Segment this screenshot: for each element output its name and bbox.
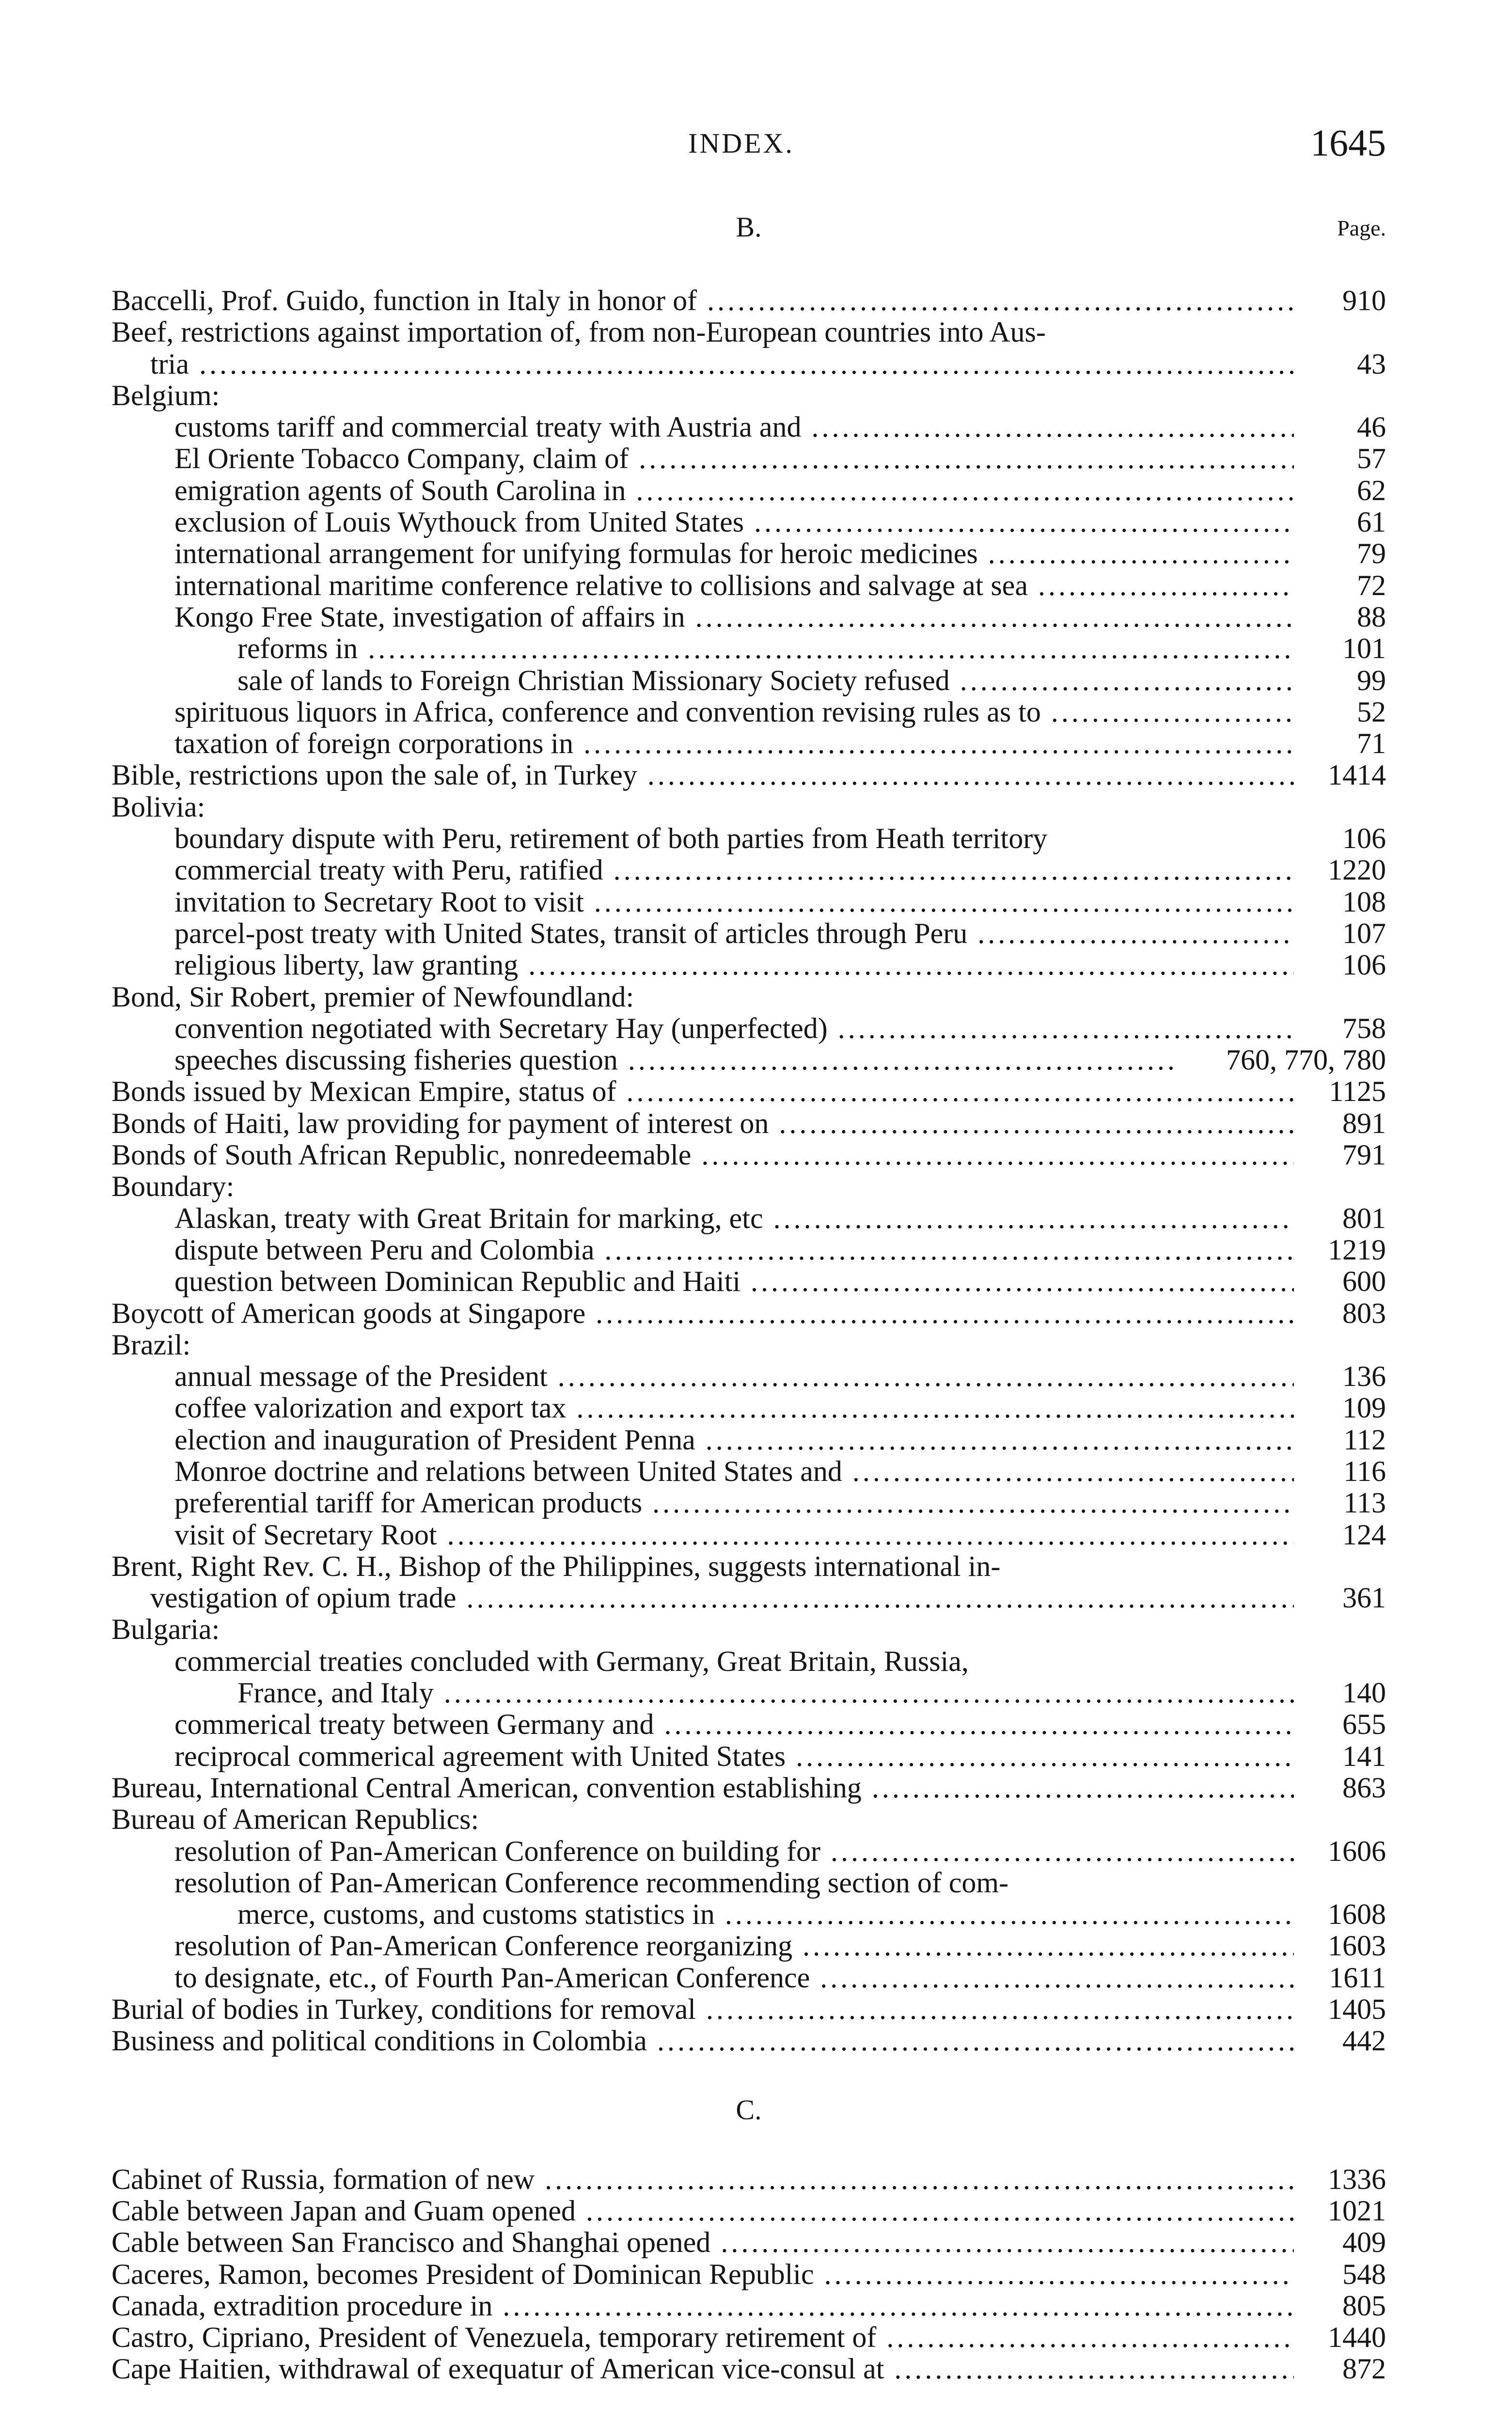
index-entry [111,1361,1386,1392]
entry-page-number: 57 [1357,442,1386,475]
entry-page-number: 803 [1342,1297,1386,1329]
entry-text: taxation of foreign corporations in ..... [174,728,1294,759]
entry-text: customs tariff and commercial treaty with Austria and ..... [174,411,1294,443]
index-entry [111,1899,1386,1930]
entry-page-number: 136 [1342,1360,1386,1393]
entry-page-number: 1606 [1328,1835,1386,1867]
index-entry [111,728,1386,759]
index-entry [111,854,1386,886]
entry-text: Bonds of South African Republic, nonredeemable ..... [111,1139,1294,1171]
entry-page-number: 52 [1357,695,1386,728]
entry-page-number: 106 [1342,949,1386,981]
entry-text: election and inauguration of President Penna ..... [174,1424,1294,1456]
entry-text: dispute between Peru and Colombia ..... [174,1234,1294,1266]
index-entry [111,1076,1386,1107]
entry-page-number: 113 [1343,1487,1386,1519]
entry-text: Kongo Free State, investigation of affairs in ..... [174,601,1294,633]
entry-page-number: 1336 [1328,2163,1386,2195]
entry-page-number: 61 [1357,506,1386,538]
index-entry [111,1139,1386,1171]
section-b-header [111,208,1386,246]
index-entry [111,2164,1386,2195]
index-entry [111,2259,1386,2290]
section-c-entries [111,2164,1386,2385]
entry-page-number: 910 [1342,284,1386,316]
entry-text: Cable between San Francisco and Shanghai opened ..... [111,2227,1294,2258]
entry-text: vestigation of opium trade ..... [150,1582,1294,1614]
entry-text: religious liberty, law granting ..... [174,949,1294,981]
entry-text: coffee valorization and export tax ..... [174,1392,1294,1424]
entry-page-number: 891 [1342,1107,1386,1139]
entry-text: merce, customs, and customs statistics in ..... [237,1899,1294,1930]
entry-page-number: 801 [1342,1202,1386,1234]
entry-page-number: 1611 [1329,1961,1386,1994]
entry-page-number: 760, 770, 780 [1226,1044,1386,1076]
entry-page-number: 1405 [1328,1993,1386,2026]
index-entry [111,1962,1386,1994]
entry-text: Baccelli, Prof. Guido, function in Italy in honor of ..... [111,285,1294,316]
page-number: 1645 [1310,122,1386,164]
entry-text: Cape Haitien, withdrawal of exequatur of American vice-consul at ..... [111,2353,1294,2385]
index-entry [111,791,1386,823]
entry-page-number: 361 [1342,1582,1386,1614]
index-entry [111,1108,1386,1139]
entry-page-number: 805 [1342,2289,1386,2322]
entry-page-number: 43 [1357,347,1386,380]
entry-text: international arrangement for unifying formulas for heroic medicines ..... [174,538,1294,569]
index-entry [111,918,1386,949]
entry-page-number: 548 [1342,2258,1386,2290]
entry-page-number: 1440 [1328,2321,1386,2354]
entry-text: Monroe doctrine and relations between United States and ..... [174,1456,1294,1487]
index-entry [111,348,1386,380]
entry-page-number: 140 [1342,1677,1386,1709]
entry-page-number: 88 [1357,600,1386,633]
index-entry [111,1044,1386,1076]
entry-text: resolution of Pan-American Conference recommending section of com- [174,1867,1009,1899]
index-entry [111,949,1386,981]
entry-text: Brazil: [111,1329,191,1361]
entry-text: Canada, extradition procedure in ..... [111,2290,1294,2322]
index-entry [111,1836,1386,1867]
entry-text: Boycott of American goods at Singapore ..... [111,1298,1294,1329]
index-entry [111,1646,1386,1677]
index-entry [111,2322,1386,2353]
entry-page-number: 99 [1357,664,1386,696]
index-entry [111,1994,1386,2025]
index-entry [111,665,1386,696]
entry-text: preferential tariff for American products ..... [174,1487,1294,1519]
entry-text: El Oriente Tobacco Company, claim of ..... [174,443,1294,474]
entry-page-number: 442 [1342,2025,1386,2057]
index-entry [111,285,1386,316]
index-entry [111,1456,1386,1487]
entry-page-number: 872 [1342,2353,1386,2385]
index-entry [111,759,1386,791]
entry-text: resolution of Pan-American Conference on building for ..... [174,1836,1294,1867]
index-entry [111,1551,1386,1582]
entry-page-number: 791 [1342,1139,1386,1171]
index-entry [111,1392,1386,1424]
index-entry [111,886,1386,918]
index-entry [111,1772,1386,1804]
entry-text: Bolivia: [111,791,205,823]
entry-page-number: 141 [1342,1740,1386,1772]
entry-page-number: 71 [1357,727,1386,760]
index-entry [111,1234,1386,1266]
entry-page-number: 106 [1342,822,1386,855]
entry-page-number: 108 [1342,885,1386,918]
index-entry [111,2290,1386,2322]
index-entry [111,1519,1386,1551]
entry-page-number: 107 [1342,917,1386,949]
index-entry [111,1424,1386,1456]
entry-text: reforms in ..... [237,633,1294,664]
entry-page-number: 109 [1342,1392,1386,1424]
entry-page-number: 112 [1343,1423,1386,1456]
entry-text: Boundary: [111,1171,235,1203]
index-entry [111,443,1386,474]
entry-text: Business and political conditions in Colombia ..... [111,2025,1294,2057]
entry-page-number: 1021 [1328,2194,1386,2227]
entry-text: resolution of Pan-American Conference reorganizing ..... [174,1930,1294,1962]
section-letter-c: C. [736,2093,762,2125]
entry-page-number: 1603 [1328,1930,1386,1962]
index-entry [111,1266,1386,1297]
page-column-label: Page. [1337,216,1386,240]
entry-page-number: 600 [1342,1265,1386,1298]
entry-text: boundary dispute with Peru, retirement of both parties from Heath territory [174,823,1048,855]
entry-text: question between Dominican Republic and Haiti ..... [174,1266,1294,1297]
entry-text: commerical treaty between Germany and ..... [174,1709,1294,1740]
index-entry [111,2353,1386,2385]
entry-text: Caceres, Ramon, becomes President of Dominican Republic ..... [111,2259,1294,2290]
index-entry [111,380,1386,411]
entry-page-number: 1125 [1329,1075,1386,1108]
entry-text: spirituous liquors in Africa, conference and convention revising rules as to ..... [174,696,1294,728]
index-entry [111,1582,1386,1614]
entry-page-number: 863 [1342,1771,1386,1804]
index-entry [111,475,1386,506]
entry-text: Castro, Cipriano, President of Venezuela, temporary retirement of ..... [111,2322,1294,2353]
index-entry [111,1930,1386,1962]
entry-text: Bulgaria: [111,1614,220,1646]
entry-page-number: 101 [1342,632,1386,665]
entry-text: emigration agents of South Carolina in ..... [174,475,1294,506]
index-entry [111,538,1386,569]
entry-text: commercial treaties concluded with Germany, Great Britain, Russia, [174,1645,969,1677]
section-b-entries [111,285,1386,2057]
entry-page-number: 1220 [1328,854,1386,886]
index-body [111,208,1386,2385]
entry-page-number: 116 [1343,1455,1386,1487]
entry-page-number: 409 [1342,2226,1386,2259]
index-entry [111,1203,1386,1234]
index-entry [111,2195,1386,2227]
entry-text: parcel-post treaty with United States, transit of articles through Peru ..... [174,918,1294,949]
index-entry [111,1329,1386,1361]
entry-text: invitation to Secretary Root to visit ..... [174,886,1294,918]
index-entry [111,506,1386,538]
entry-page-number: 655 [1342,1708,1386,1741]
entry-text: commercial treaty with Peru, ratified ..... [174,854,1294,886]
entry-page-number: 46 [1357,411,1386,443]
entry-text: annual message of the President ..... [174,1361,1294,1392]
entry-text: France, and Italy ..... [237,1677,1294,1709]
running-head: INDEX. [688,127,794,159]
entry-text: Alaskan, treaty with Great Britain for marking, etc ..... [174,1203,1294,1234]
entry-text: sale of lands to Foreign Christian Missionary Society refused ..... [237,665,1294,696]
index-entry [111,1709,1386,1740]
entry-text: Bureau, International Central American, convention establishing ..... [111,1772,1294,1804]
entry-text: Beef, restrictions against importation of, from non-European countries into Aus- [111,316,1046,348]
index-entry [111,1487,1386,1519]
entry-page-number: 1608 [1328,1898,1386,1931]
entry-text: exclusion of Louis Wythouck from United States ..... [174,506,1294,538]
entry-text: Brent, Right Rev. C. H., Bishop of the Philippines, suggests international in- [111,1550,1001,1582]
index-entry [111,1171,1386,1202]
index-entry [111,1741,1386,1772]
entry-page-number: 79 [1357,537,1386,570]
index-entry [111,2227,1386,2258]
index-entry [111,823,1386,854]
entry-page-number: 1414 [1328,759,1386,791]
entry-text: Bureau of American Republics: [111,1804,479,1836]
index-entry [111,696,1386,728]
entry-text: international maritime conference relative to collisions and salvage at sea ..... [174,570,1294,601]
entry-text: Bonds of Haiti, law providing for payment of interest on ..... [111,1108,1294,1139]
entry-text: Belgium: [111,379,220,411]
entry-page-number: 62 [1357,474,1386,506]
entry-text: speeches discussing fisheries question ..... [174,1044,1178,1076]
index-entry [111,411,1386,443]
entry-page-number: 1219 [1328,1233,1386,1266]
index-entry [111,633,1386,664]
entry-text: Bonds issued by Mexican Empire, status of ..... [111,1076,1294,1107]
section-letter-b: B. [736,211,762,243]
index-entry [111,316,1386,348]
entry-page-number: 72 [1357,569,1386,601]
index-entry [111,981,1386,1013]
index-entry [111,1804,1386,1835]
entry-text: to designate, etc., of Fourth Pan-American Conference ..... [174,1962,1294,1994]
entry-text: tria ..... [150,348,1294,380]
entry-text: visit of Secretary Root ..... [174,1519,1294,1551]
index-entry [111,1614,1386,1645]
index-entry [111,2025,1386,2057]
index-entry [111,1013,1386,1044]
entry-text: reciprocal commerical agreement with United States ..... [174,1741,1294,1772]
entry-text: Cabinet of Russia, formation of new ..... [111,2164,1294,2195]
index-entry [111,1677,1386,1709]
entry-page-number: 124 [1342,1518,1386,1551]
entry-text: convention negotiated with Secretary Hay (unperfected) ..... [174,1013,1294,1044]
index-entry [111,601,1386,633]
entry-page-number: 758 [1342,1012,1386,1044]
entry-text: Bible, restrictions upon the sale of, in Turkey ..... [111,759,1294,791]
entry-text: Cable between Japan and Guam opened ..... [111,2195,1294,2227]
index-entry [111,1298,1386,1329]
entry-text: Bond, Sir Robert, premier of Newfoundland: [111,981,634,1013]
index-entry [111,1867,1386,1899]
index-entry [111,570,1386,601]
entry-text: Burial of bodies in Turkey, conditions for removal ..... [111,1994,1294,2025]
